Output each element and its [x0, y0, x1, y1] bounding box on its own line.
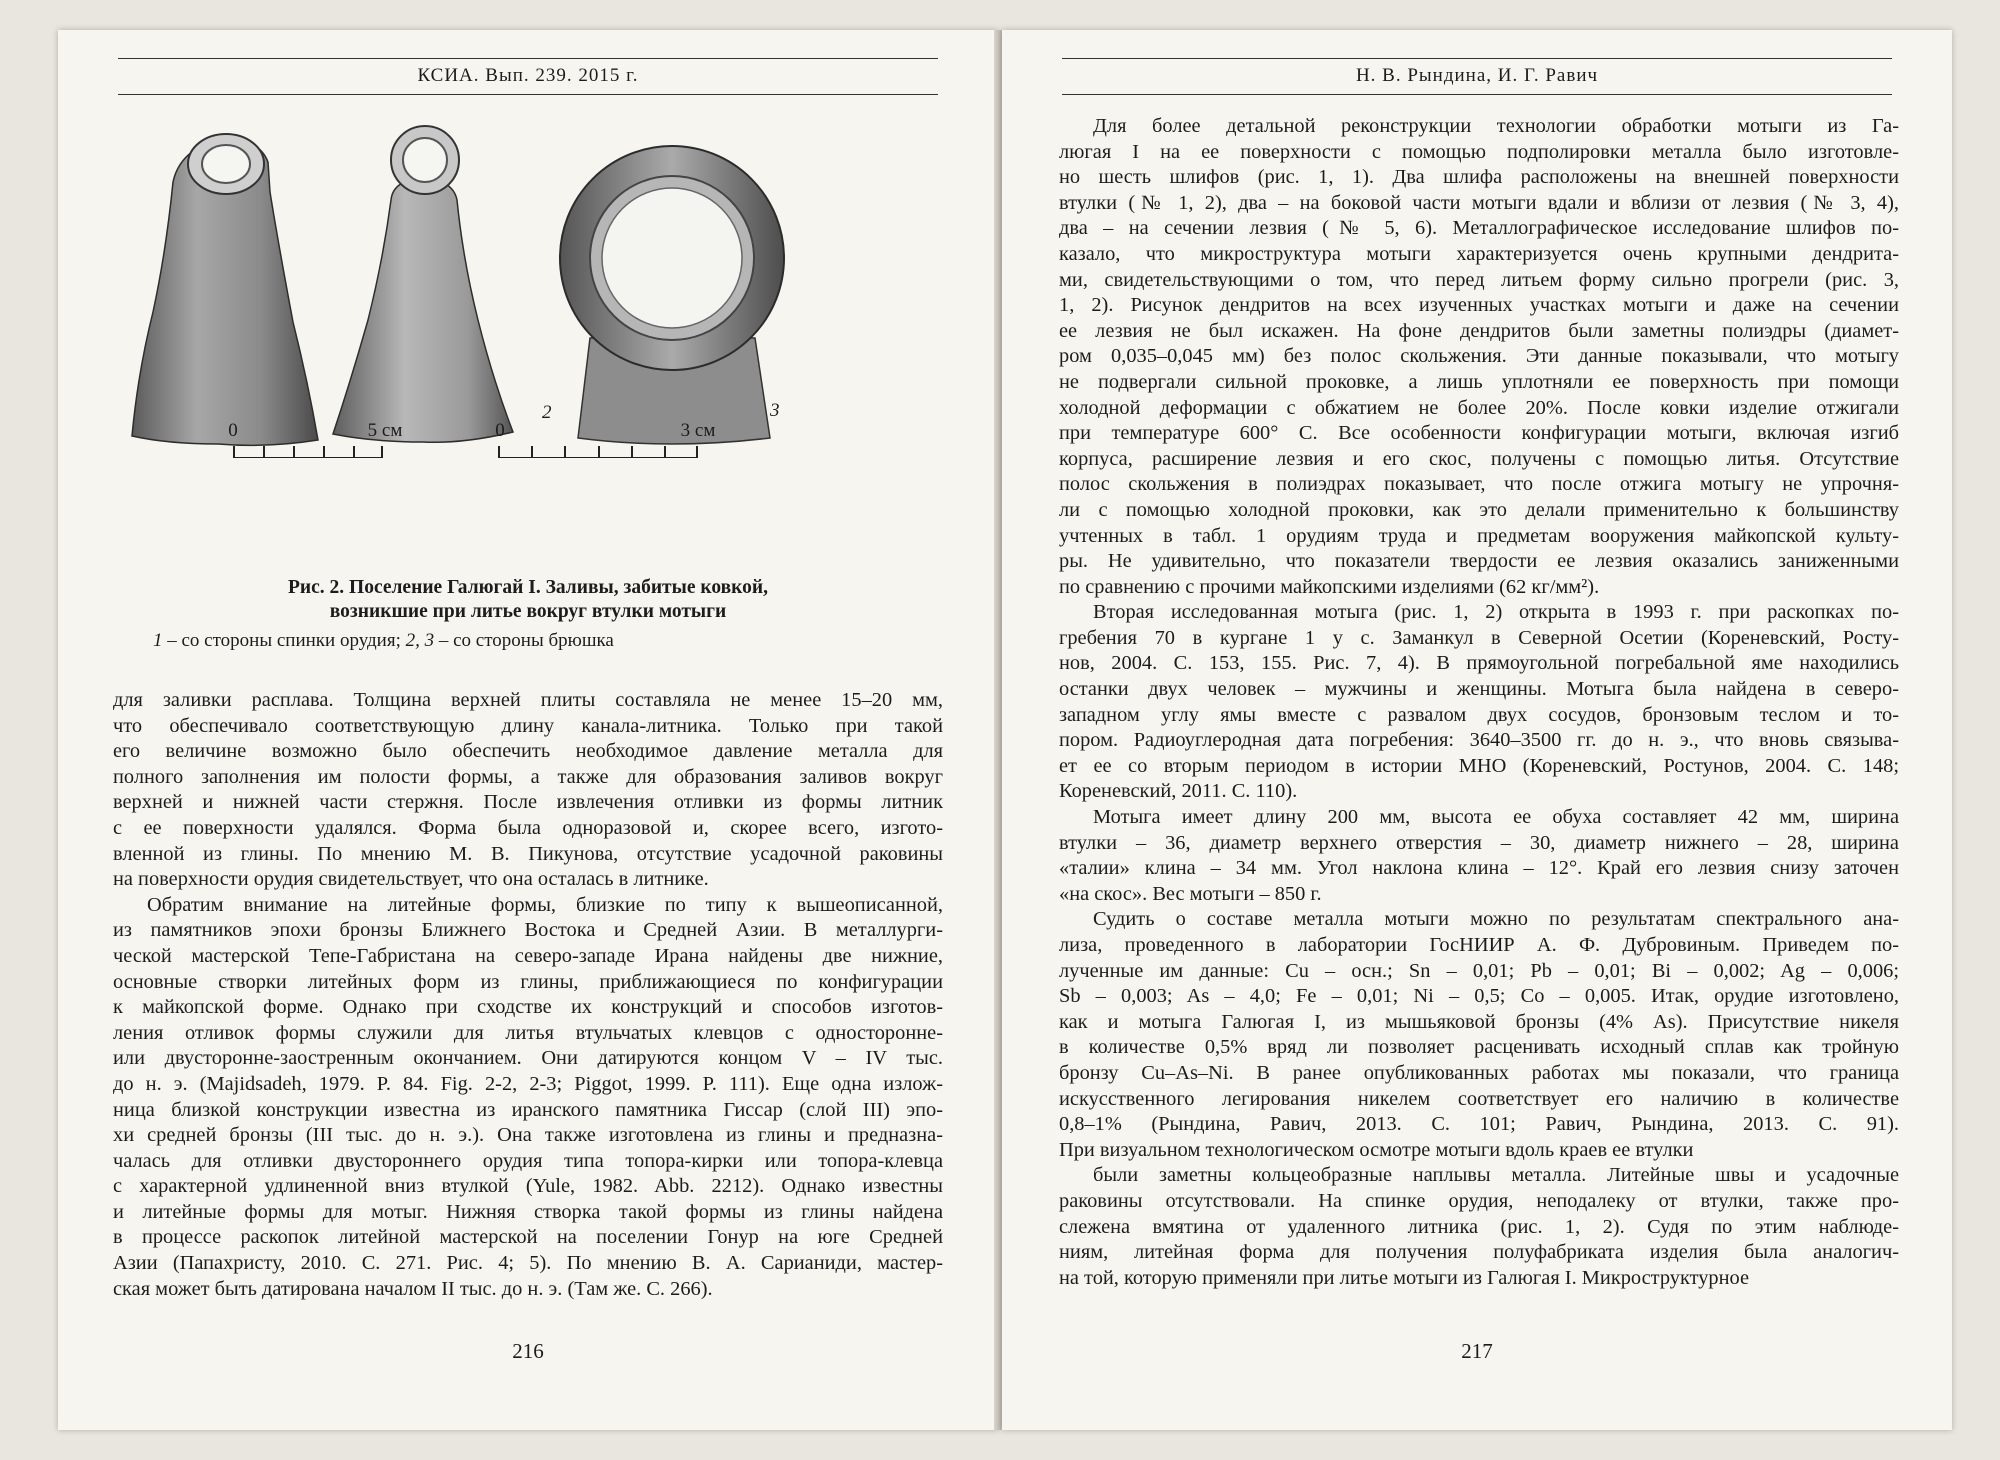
right-page — [1002, 30, 1952, 1430]
text-line: чалась для отливки двустороннего орудия типа топора-кирки или топора-клевца — [113, 1149, 943, 1172]
text-line: в процессе раскопок литейной мастерской на поселении Гонур на юге Средней — [113, 1226, 943, 1249]
running-head-left: КСИА. Вып. 239. 2015 г. — [118, 58, 938, 95]
text-line: ления отливок формы служили для литья втульчатых клевцов с односторонне- — [113, 1021, 943, 1044]
text-line: втулки – 36, диаметр верхнего отверстия – 30, диаметр нижнего – 28, ширина — [1059, 831, 1899, 854]
text-line: При визуальном технологическом осмотре мотыги вдоль краев ее втулки — [1059, 1138, 1694, 1161]
text-line: на той, которую применяли при литье мотыги из Галюгая I. Микроструктурное — [1059, 1266, 1750, 1289]
scale-label-5cm: 5 см — [367, 420, 403, 441]
text-line: нов, 2004. С. 153, 155. Рис. 7, 4). В прямоугольной погребальной яме находились — [1059, 652, 1899, 675]
text-line: пором. Радиоуглеродная дата погребения: 3640–3500 гг. до н. э., что вновь связыва- — [1059, 729, 1899, 752]
figure-caption-title: Рис. 2. Поселение Галюгай I. Заливы, забитые ковкой, возникшие при литье вокруг втулки мотыги — [287, 577, 769, 622]
running-head-right: Н. В. Рындина, И. Г. Равич — [1062, 58, 1892, 95]
right-body-text — [1059, 114, 1899, 1291]
text-line: останки двух человек – мужчины и женщины. Мотыга была найдена в северо- — [1059, 678, 1899, 701]
text-line: ская может быть датирована началом II тыс. до н. э. (Там же. С. 266). — [113, 1277, 713, 1300]
scale-bar-3cm — [495, 418, 716, 458]
text-line: раковины отсутствовали. На спинке орудия, неподалеку от втулки, также про- — [1059, 1189, 1899, 1212]
text-line: ница близкой конструкции известна из иранского памятника Гиссар (слой III) эпо- — [113, 1098, 943, 1121]
figure-caption-legend: 1 – со стороны спинки орудия; 2, 3 – со стороны брюшка — [153, 630, 614, 651]
hoe-socket-closeup — [550, 138, 795, 458]
text-line: при температуре 600° С. Все особенности конфигурации мотыги, включая изгиб — [1059, 422, 1899, 445]
text-line: лиза, проведенного в лаборатории ГосНИИР А. Ф. Дубровиным. Приведем по- — [1059, 934, 1899, 956]
text-line: холодной деформации с обжатием не более 20%. После ковки изделие отжигали — [1059, 396, 1899, 419]
text-line: или двусторонне-заостренным окончанием. Они датируются концом V – IV тыс. — [113, 1047, 943, 1070]
text-line: лученные им данные: Cu – осн.; Sn – 0,01; Pb – 0,01; Bi – 0,002; Ag – 0,006; — [1059, 959, 1899, 982]
text-line: его величине возможно было обеспечить необходимое давление металла для — [113, 740, 943, 763]
text-line: для заливки расплава. Толщина верхней плиты составляла не менее 15–20 мм, — [113, 689, 943, 711]
page-number-217: 217 — [1461, 1339, 1493, 1363]
left-page — [58, 30, 998, 1430]
text-line: 1, 2). Рисунок дендритов на всех изученных участках мотыги и даже на сечении — [1059, 294, 1899, 317]
figure-label-2: 2 — [542, 402, 552, 423]
text-line: «талии» клина – 34 мм. Угол наклона клина – 12°. Край его лезвия снизу заточен — [1059, 857, 1899, 880]
text-line: но шесть шлифов (рис. 1, 1). Два шлифа расположены на внешней поверхности — [1059, 166, 1899, 189]
text-line: ниям, литейная форма для получения полуфабриката изделия была аналогич- — [1059, 1241, 1899, 1264]
text-line: хи средней бронзы (III тыс. до н. э.). Она также изготовлена из глины и предназна- — [113, 1124, 943, 1147]
text-line: с характерной удлиненной вниз втулкой (Yule, 1982. Abb. 2212). Однако известны — [113, 1175, 943, 1198]
text-line: «на скос». Вес мотыги – 850 г. — [1059, 882, 1322, 905]
hoe-image-back — [118, 122, 328, 452]
text-line: вленной из глины. По мнению М. В. Пикунова, отсутствие усадочной раковины — [113, 842, 943, 865]
text-line: гребения 70 в кургане 1 у с. Заманкул в Северной Осетии (Кореневский, Росту- — [1059, 626, 1899, 649]
text-line: из памятников эпохи бронзы Ближнего Востока и Средней Азии. В металлурги- — [113, 919, 943, 942]
hoe-image-belly — [313, 120, 533, 450]
text-line: бронзу Cu–As–Ni. В ранее опубликованных работах мы показали, что граница — [1059, 1061, 1899, 1084]
text-line: к майкопской форме. Однако при сходстве их конструкций и способов изготов- — [113, 996, 943, 1019]
left-body-text — [113, 688, 943, 1302]
text-line: полного заполнения им полости формы, а также для образования заливов вокруг — [113, 765, 943, 788]
text-line: ми, свидетельствующими о том, что перед литьем форму сильно прогрели (рис. 3, — [1059, 268, 1899, 291]
text-line: ет ее со вторым периодом в истории МНО (Кореневский, Ростунов, 2004. С. 148; — [1059, 754, 1899, 777]
text-line: на поверхности орудия свидетельствует, что она осталась в литнике. — [113, 868, 709, 891]
text-line: до н. э. (Majidsadeh, 1979. P. 84. Fig. 2-2, 2-3; Piggot, 1999. P. 111). Еще одна излож- — [113, 1072, 943, 1095]
text-line: Обратим внимание на литейные формы, близкие по типу к вышеописанной, — [147, 893, 943, 916]
text-line: Кореневский, 2011. С. 110). — [1059, 780, 1298, 803]
text-line: Sb – 0,003; As – 4,0; Fe – 0,01; Ni – 0,5; Co – 0,005. Итак, орудие изготовлено, — [1059, 985, 1899, 1008]
figure-label-3: 3 — [770, 400, 780, 421]
text-line: учтенных в табл. 1 орудиям труда и предметам вооружения майкопской культу- — [1059, 524, 1899, 547]
text-line: слежена вмятина от удаленного литника (рис. 1, 2). Судя по этим наблюде- — [1059, 1215, 1899, 1238]
scale-label-3cm: 3 см — [680, 420, 716, 441]
text-line: были заметны кольцеобразные наплывы металла. Литейные швы и усадочные — [1093, 1164, 1899, 1187]
text-line: в количестве 0,5% вряд ли позволяет расценивать исходный сплав как тройную — [1059, 1036, 1899, 1059]
text-line: ее лезвия не был искажен. На фоне дендритов были заметны полиэдры (диамет- — [1059, 319, 1899, 342]
page-number-216: 216 — [512, 1339, 544, 1363]
text-line: западном углу ямы вместе с развалом двух сосудов, бронзовым теслом и то- — [1059, 703, 1899, 726]
text-line: два – на сечении лезвия (№ 5, 6). Металлографическое исследование шлифов по- — [1059, 217, 1899, 240]
text-line: что обеспечивало соответствующую длину канала-литника. Только при такой — [113, 714, 943, 737]
text-line: Азии (Папахристу, 2010. С. 271. Рис. 4; 5). По мнению В. А. Сарианиди, мастер- — [113, 1252, 943, 1275]
text-line: Мотыга имеет длину 200 мм, высота ее обуха составляет 42 мм, ширина — [1093, 806, 1899, 829]
scale-label-0: 0 — [228, 420, 238, 441]
text-line: втулки (№ 1, 2), два – на боковой части мотыги вдали и вблизи от лезвия (№ 3, 4), — [1059, 191, 1899, 214]
text-line: Судить о составе металла мотыги можно по результатам спектрального ана- — [1093, 908, 1899, 931]
scale-label-0b: 0 — [495, 420, 505, 441]
text-line: верхней и нижней части стержня. После извлечения отливки из формы литник — [113, 791, 943, 814]
text-line: ром 0,035–0,045 мм) без полос скольжения. Эти данные показывали, что мотыгу — [1059, 345, 1899, 368]
text-line: по сравнению с прочими майкопскими изделиями (62 кг/мм²). — [1059, 575, 1600, 598]
text-line: не подвергали сильной проковке, а лишь уплотняли ее поверхность при помощи — [1059, 370, 1899, 393]
text-line: и литейные формы для мотыг. Нижняя створка такой формы из глины найдена — [113, 1200, 943, 1223]
text-line: искусственного легирования никелем соответствует его наличию в количестве — [1059, 1087, 1899, 1110]
text-line: ческой мастерской Тепе-Габристана на северо-западе Ирана найдены две нижние, — [113, 944, 943, 967]
figure-2 — [58, 100, 998, 660]
text-line: полос скольжения в полиэдрах показывает, что после отжига мотыгу не упрочня- — [1059, 473, 1899, 496]
text-line: казало, что микроструктура мотыги характеризуется очень крупными дендрита- — [1059, 242, 1899, 265]
text-line: с ее поверхности удалялся. Форма была одноразовой и, скорее всего, изгото- — [113, 816, 943, 839]
text-line: люгая I на ее поверхности с помощью подполировки металла было изготовле- — [1059, 140, 1899, 163]
text-line: основные створки литейных форм из глины, приближающиеся по конфигурации — [113, 970, 943, 993]
text-line: ли с помощью холодной проковки, как это делали применительно к большинству — [1059, 498, 1899, 521]
text-line: 0,8–1% (Рындина, Равич, 2013. С. 101; Равич, Рындина, 2013. С. 91). — [1059, 1113, 1899, 1136]
text-line: как и мотыга Галюгая I, из мышьяковой бронзы (4% As). Присутствие никеля — [1059, 1010, 1899, 1033]
scale-bar-5cm — [228, 418, 403, 458]
text-line: корпуса, расширение лезвия и его скос, получены с помощью литья. Отсутствие — [1059, 447, 1899, 470]
text-line: ры. Не удивительно, что показатели твердости ее лезвия оказались заниженными — [1059, 550, 1899, 573]
text-line: Для более детальной реконструкции технологии обработки мотыги из Га- — [1093, 115, 1899, 137]
text-line: Вторая исследованная мотыга (рис. 1, 2) открыта в 1993 г. при раскопках по- — [1093, 601, 1899, 624]
